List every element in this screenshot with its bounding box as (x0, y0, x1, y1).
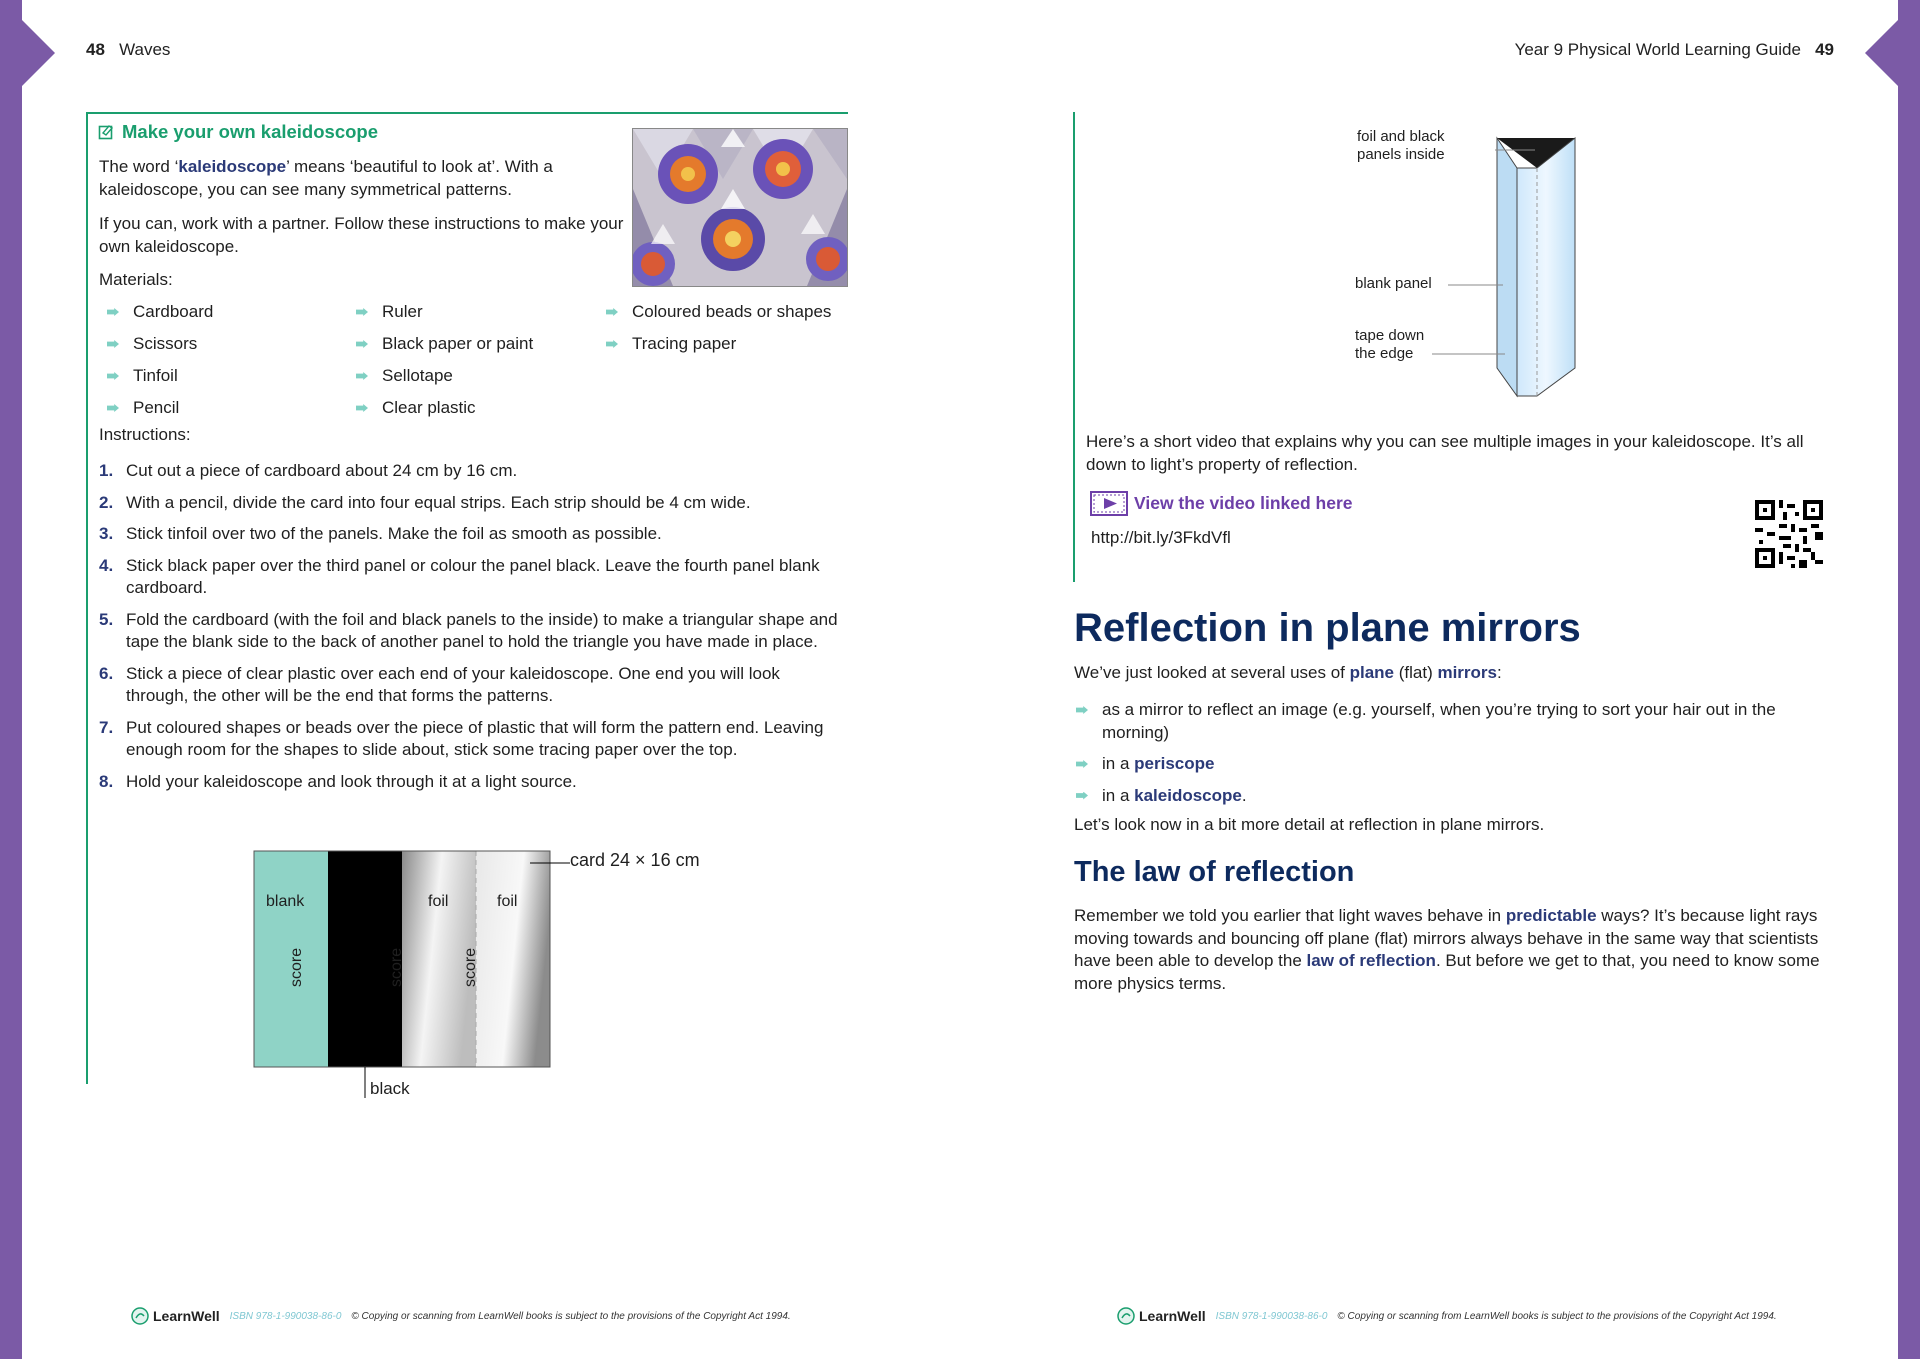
pencil-check-icon (98, 123, 116, 141)
video-link-label[interactable]: View the video linked here (1134, 493, 1353, 513)
materials-col-2 (356, 296, 533, 424)
qr-code-icon (1755, 500, 1823, 568)
materials-label: Materials: (99, 270, 173, 289)
materials-col-1 (107, 296, 213, 424)
section-title: Reflection in plane mirrors (1074, 606, 1581, 650)
tape-edge-label: tape down the edge (1355, 327, 1425, 362)
activity-intro: The word ‘kaleidoscope’ means ‘beautiful to look at’. With a kaleidoscope, you can see many symmetrical patterns. (99, 157, 553, 199)
blank-label: blank (266, 893, 305, 910)
list-item: Sellotape (356, 360, 533, 392)
foil-black-label: foil and black panels inside (1357, 128, 1445, 163)
list-item: 3. Stick tinfoil over two of the panels. Make the foil as smooth as possible. (99, 524, 662, 543)
list-item: Tinfoil (107, 360, 213, 392)
isbn: ISBN 978-1-990038-86-0 (1215, 1310, 1328, 1322)
list-item: Black paper or paint (356, 328, 533, 360)
left-footer (131, 1307, 791, 1325)
score-label-1: score (288, 947, 305, 987)
foil-label-1: foil (428, 893, 449, 910)
right-page-tab (1865, 20, 1898, 86)
video-url[interactable]: http://bit.ly/3FkdVfl (1091, 528, 1231, 547)
learnwell-logo: LearnWell (1117, 1307, 1206, 1325)
section-intro: We’ve just looked at several uses of plane (flat) mirrors: (1074, 663, 1502, 682)
activity-box-continued (1073, 112, 1075, 582)
list-item: 5. Fold the cardboard (with the foil and black panels to the inside) to make a triangular shape and tape the blank side to the back of another panel to hold the triangle you have made in place. (99, 609, 838, 651)
list-item: 8. Hold your kaleidoscope and look through it at a light source. (99, 771, 577, 791)
law-title: The law of reflection (1074, 856, 1355, 888)
black-label: black (370, 1079, 410, 1098)
learnwell-logo-icon (131, 1307, 149, 1325)
left-page-header (86, 40, 170, 60)
law-paragraph: Remember we told you earlier that light waves behave in predictable ways? It’s because light rays moving towards and bouncing off plane (flat) mirrors always behave in the same way that scientists have been able to develop the law of reflection. But before we get to that, you need to know some more physics terms. (1074, 906, 1820, 993)
section-outro: Let’s look now in a bit more detail at reflection in plane mirrors. (1074, 815, 1545, 834)
left-page-edge (0, 0, 22, 1359)
activity-title: Make your own kaleidoscope (98, 121, 378, 143)
card-diagram (252, 850, 722, 1100)
keyword-plane: plane (1349, 663, 1395, 682)
right-page-header (1515, 40, 1834, 60)
left-chapter-title: Waves (119, 40, 171, 59)
mirror-uses-list (1076, 699, 1846, 807)
keyword-kaleidoscope: kaleidoscope (178, 157, 287, 176)
list-item: 4. Stick black paper over the third panel or colour the panel black. Leave the fourth panel blank cardboard. (99, 555, 820, 597)
keyword-periscope: periscope (1134, 754, 1215, 773)
prism-right-face (1517, 138, 1575, 396)
list-item: as a mirror to reflect an image (e.g. yourself, when you’re trying to sort your hair out in the morning) (1076, 699, 1846, 744)
keyword-kaleidoscope: kaleidoscope (1134, 785, 1242, 805)
folded-kaleidoscope-diagram (1350, 128, 1600, 398)
materials-col-3 (606, 296, 831, 360)
left-page-tab (22, 20, 55, 86)
prism-left-face (1497, 138, 1517, 396)
kaleidoscope-photo (632, 128, 848, 287)
score-label-3: score (462, 947, 479, 987)
list-item: 1. Cut out a piece of cardboard about 24 cm by 16 cm. (99, 461, 518, 480)
copyright: © Copying or scanning from LearnWell books is subject to the provisions of the Copyright Act 1994. (351, 1310, 791, 1322)
keyword-mirrors: mirrors (1437, 663, 1497, 682)
learnwell-logo: LearnWell (131, 1307, 220, 1325)
keyword-predictable: predictable (1505, 906, 1597, 925)
list-item: Cardboard (107, 296, 213, 328)
blank-panel-label: blank panel (1355, 275, 1432, 292)
foil-label-2: foil (497, 893, 518, 910)
list-item: Clear plastic (356, 392, 533, 424)
isbn: ISBN 978-1-990038-86-0 (229, 1310, 342, 1322)
keyword-law-of-reflection: law of reflection (1306, 951, 1436, 970)
card-size-label: card 24 × 16 cm (570, 850, 700, 870)
right-book-title: Year 9 Physical World Learning Guide (1514, 40, 1801, 59)
list-item: 6. Stick a piece of clear plastic over each end of your kaleidoscope. One end you will look through, the other will be the end that forms the patterns. (99, 663, 780, 705)
list-item: in a periscope (1076, 753, 1846, 776)
copyright: © Copying or scanning from LearnWell books is subject to the provisions of the Copyright Act 1994. (1337, 1310, 1777, 1322)
list-item: in a kaleidoscope. (1076, 785, 1846, 808)
instruction-steps (99, 460, 844, 793)
list-item: Coloured beads or shapes (606, 296, 831, 328)
instructions-label: Instructions: (99, 425, 191, 444)
right-page-edge (1898, 0, 1920, 1359)
list-item: Tracing paper (606, 328, 831, 360)
right-page-number: 49 (1815, 40, 1834, 59)
list-item: 7. Put coloured shapes or beads over the piece of plastic that will form the pattern end. Leaving enough room for the shapes to slide about, stick some tracing paper over the top. (99, 717, 824, 759)
learnwell-logo-icon (1117, 1307, 1135, 1325)
video-play-icon (1090, 491, 1128, 516)
video-link[interactable] (1090, 491, 1353, 516)
list-item: Scissors (107, 328, 213, 360)
score-label-2: score (388, 947, 405, 987)
left-page-number: 48 (86, 40, 105, 59)
right-footer (1117, 1307, 1777, 1325)
video-description: Here’s a short video that explains why you can see multiple images in your kaleidoscope. It’s all down to light’s property of reflection. (1086, 432, 1804, 474)
list-item: Ruler (356, 296, 533, 328)
list-item: 2. With a pencil, divide the card into four equal strips. Each strip should be 4 cm wide. (99, 492, 751, 512)
list-item: Pencil (107, 392, 213, 424)
foil-panel-2 (476, 851, 550, 1067)
activity-partner-note: If you can, work with a partner. Follow these instructions to make your own kaleidoscope. (99, 214, 624, 256)
